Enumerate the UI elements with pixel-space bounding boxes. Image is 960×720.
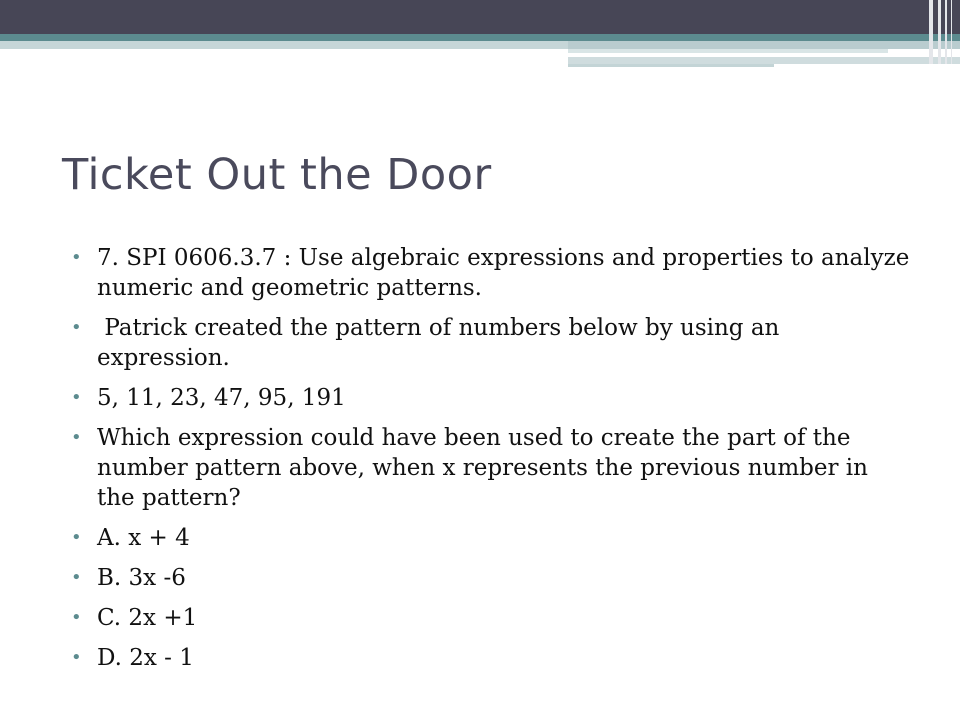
bullet-item <box>70 563 910 593</box>
bullet-item <box>70 603 910 633</box>
bullet-item <box>70 643 910 673</box>
header-vertical-line <box>938 0 941 64</box>
header-vertical-line <box>945 0 947 64</box>
bullet-text: C. 2x +1 <box>97 605 198 631</box>
bullet-text: 5, 11, 23, 47, 95, 191 <box>97 385 346 411</box>
bullet-text: D. 2x - 1 <box>97 645 194 671</box>
bullet-list <box>70 243 910 683</box>
bullet-icon: • <box>71 647 82 668</box>
bullet-text: B. 3x -6 <box>97 565 186 591</box>
bullet-text: Patrick created the pattern of numbers below by using an expression. <box>97 315 787 371</box>
bullet-item <box>70 313 910 373</box>
header-thin-stripe <box>568 49 888 53</box>
bullet-item <box>70 423 910 513</box>
header-accent-stripe <box>0 34 960 41</box>
header-lower-stripe <box>568 57 960 64</box>
bullet-item <box>70 243 910 303</box>
bullet-icon: • <box>71 567 82 588</box>
bullet-item <box>70 523 910 553</box>
bullet-text: 7. SPI 0606.3.7 : Use algebraic expressions and properties to analyze numeric and geometric patterns. <box>97 245 910 301</box>
bullet-icon: • <box>71 607 82 628</box>
bullet-icon: • <box>71 427 82 448</box>
header-light-stripe <box>0 41 568 49</box>
header-lower-thin-stripe <box>568 64 774 67</box>
bullet-item <box>70 383 910 413</box>
header-light-stripe-right <box>568 41 960 49</box>
bullet-icon: • <box>71 387 82 408</box>
slide-title: Ticket Out the Door <box>62 150 492 200</box>
header-vertical-line <box>951 0 952 64</box>
bullet-icon: • <box>71 317 82 338</box>
header-vertical-line <box>929 0 933 64</box>
bullet-text: Which expression could have been used to create the part of the number pattern above, when x represents the previous number in the pattern? <box>97 425 868 511</box>
bullet-text: A. x + 4 <box>97 525 190 551</box>
header-bar <box>0 0 960 34</box>
bullet-icon: • <box>71 527 82 548</box>
bullet-icon: • <box>71 247 82 268</box>
